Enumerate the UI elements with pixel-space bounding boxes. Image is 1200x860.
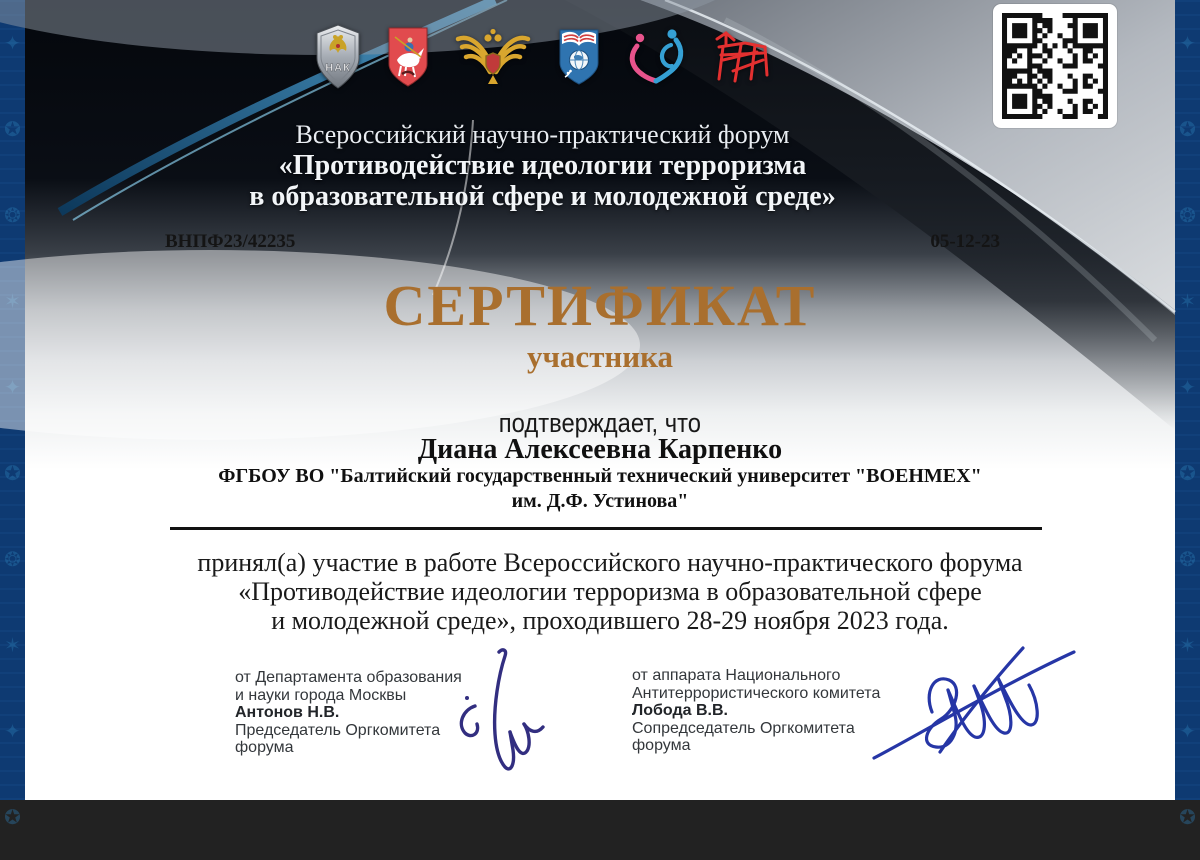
certificate-number: ВНПФ23/42235 [165, 231, 296, 252]
signatory-left-role1: Председатель Оргкомитета [235, 721, 441, 739]
certificate-title: СЕРТИФИКАТ [383, 273, 817, 338]
signature-right [870, 640, 1080, 768]
frame-left-pattern: ✦ ✪ ❂ ✶ ✦ ✪ ❂ ✶ ✦ ✪ [0, 0, 25, 800]
confirms-text-inner: подтверждает, что [498, 408, 702, 438]
signatory-left-name: Антонов Н.В. [235, 704, 340, 721]
forum-title-line1: «Противодействие идеологии терроризма [278, 150, 807, 181]
forum-name: Всероссийский научно-практический форум [295, 120, 790, 149]
qr-code [993, 4, 1117, 128]
signatory-right-org-line1: от аппарата Национального [632, 667, 841, 684]
recipient-name: Диана Алексеевна Карпенко [417, 434, 783, 465]
certificate-paper [25, 0, 1175, 800]
recipient-organization-text: ФГБОУ ВО "Балтийский государственный технический университет "ВОЕНМЕХ" им. Д.Ф. Устинова" [218, 465, 982, 512]
moscow-coat-of-arms [387, 25, 429, 89]
signatory-left-org-line2: и науки города Москвы [235, 686, 407, 704]
body-line-1: принял(а) участие в работе Всероссийского научно-практического форума [197, 548, 1023, 577]
header-block [25, 18, 1060, 212]
signatory-left-block [235, 669, 490, 757]
signatory-right-org-line2: Антитеррористического комитета [632, 684, 881, 702]
heart-figures-logo [627, 28, 685, 86]
certificate-date: 05-12-23 [930, 231, 1000, 252]
red-horse-logo [711, 28, 771, 86]
signatory-right-role2: форума [632, 737, 691, 754]
body-line-2: «Противодействие идеологии терроризма в образовательной сфере [238, 577, 982, 606]
education-shield-emblem [557, 26, 601, 88]
signatory-left-role2: форума [235, 739, 294, 756]
body-line-3: и молодежной среде», проходившего 28-29 ноября 2023 года. [271, 606, 949, 635]
signatory-left-org-line1: от Департамента образования [235, 669, 462, 686]
recipient-organization [25, 464, 1175, 514]
forum-title-line2: в образовательной сфере и молодежной среде» [249, 181, 836, 212]
certificate-subtitle: участника [526, 339, 674, 374]
gold-double-eagle-emblem [455, 28, 531, 86]
signatory-right-role1: Сопредседатель Оргкомитета [632, 719, 855, 737]
nak-shield-emblem [315, 24, 361, 90]
emblems-row [25, 18, 1060, 96]
divider-line [170, 527, 1042, 530]
body-paragraph [45, 548, 1175, 635]
svg-text:НАК: НАК [324, 62, 351, 74]
signature-left [453, 646, 548, 786]
signatory-right-name: Лобода В.В. [632, 702, 728, 719]
frame-right-pattern: ✦ ✪ ❂ ✶ ✦ ✪ ❂ ✶ ✦ ✪ [1175, 0, 1200, 800]
